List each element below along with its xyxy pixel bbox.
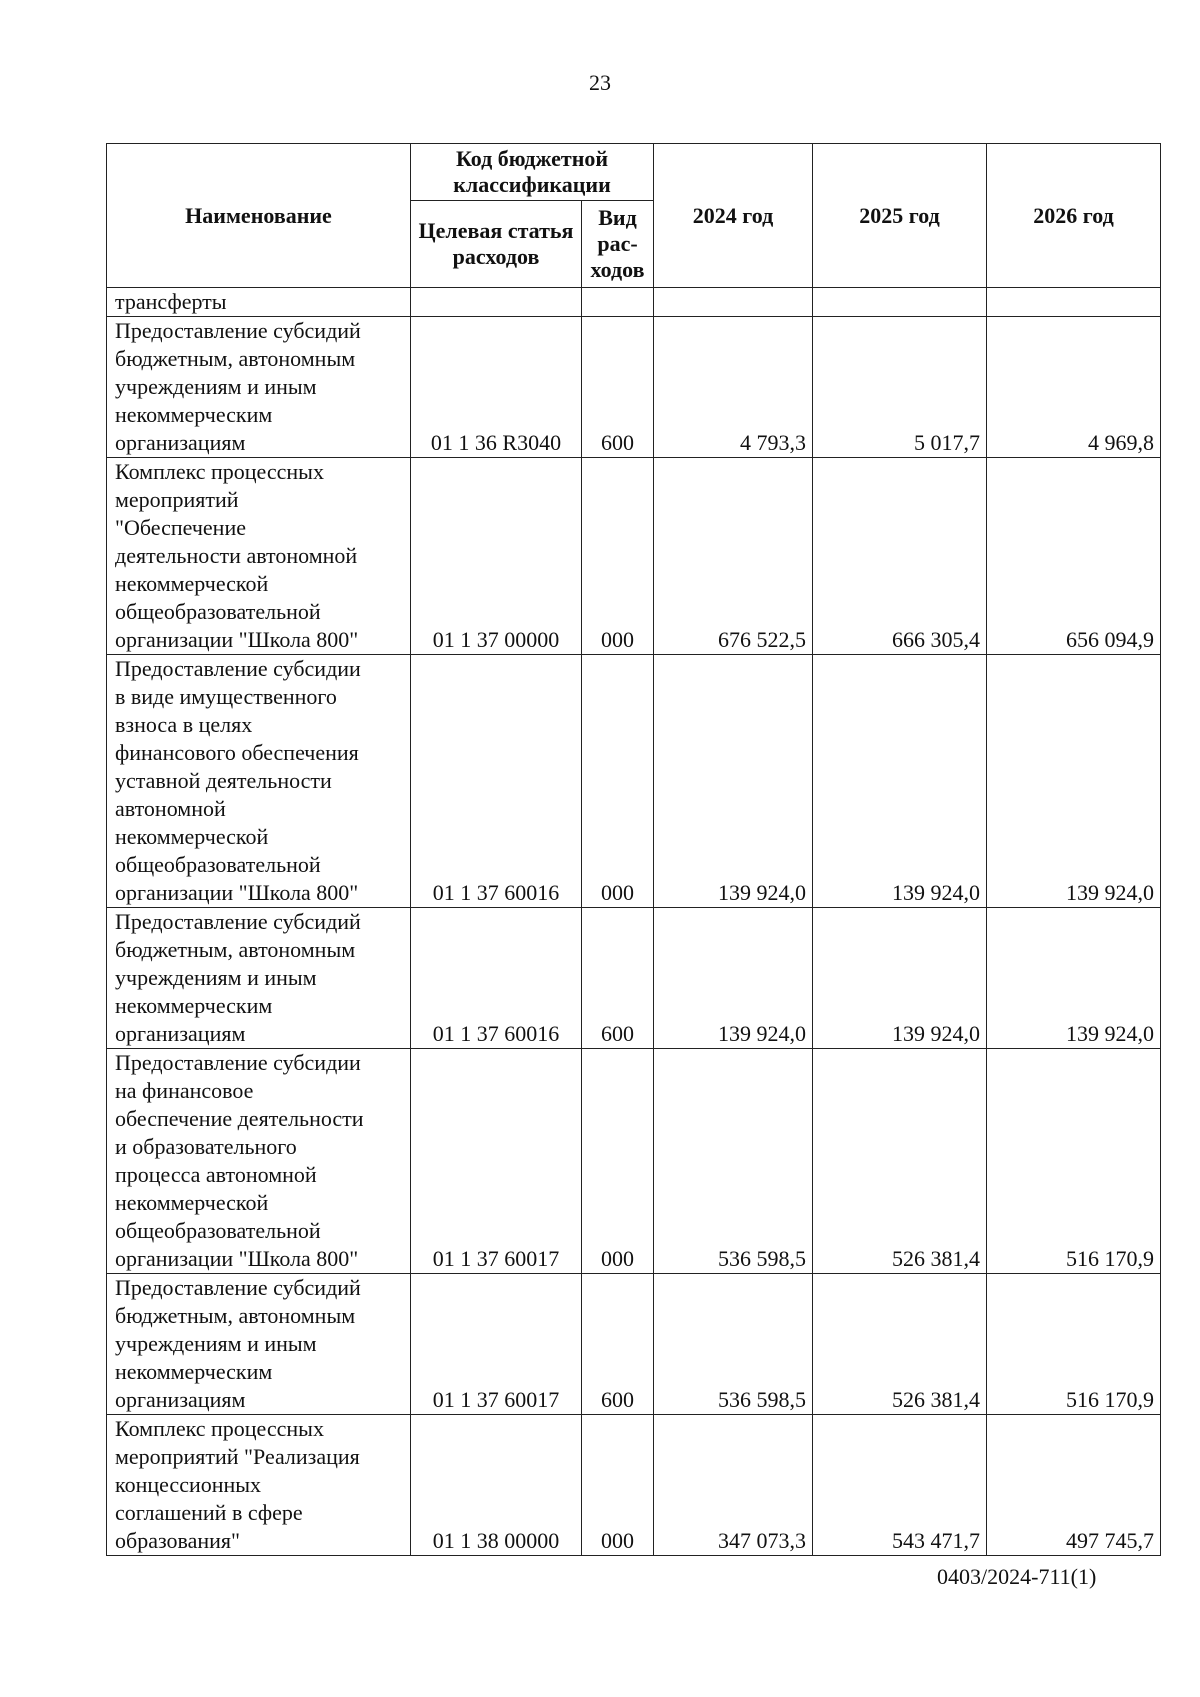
row-value-2025: 526 381,4 bbox=[813, 1049, 987, 1274]
row-target-code: 01 1 37 60017 bbox=[411, 1274, 582, 1415]
row-name: Предоставление субсидий бюджетным, автономным учреждениям и иным некоммерческим организациям bbox=[107, 908, 411, 1049]
document-number: 0403/2024-711(1) bbox=[937, 1564, 1097, 1589]
row-expense-type: 000 bbox=[582, 1415, 654, 1556]
row-expense-type bbox=[582, 288, 654, 317]
row-name: Предоставление субсидии в виде имущественного взноса в целях финансового обеспечения уставной деятельности автономной некоммерческой общеобразовательной организации "Школа 800" bbox=[107, 655, 411, 908]
row-expense-type: 600 bbox=[582, 1274, 654, 1415]
row-target-code bbox=[411, 288, 582, 317]
row-value-2026: 516 170,9 bbox=[987, 1049, 1161, 1274]
header-expense-type: Вид рас-ходов bbox=[582, 201, 654, 288]
table-row bbox=[107, 1274, 1161, 1415]
row-value-2024: 347 073,3 bbox=[654, 1415, 813, 1556]
row-value-2024: 4 793,3 bbox=[654, 317, 813, 458]
row-value-2024 bbox=[654, 288, 813, 317]
row-value-2026: 497 745,7 bbox=[987, 1415, 1161, 1556]
row-value-2025: 5 017,7 bbox=[813, 317, 987, 458]
row-value-2024: 536 598,5 bbox=[654, 1049, 813, 1274]
row-target-code: 01 1 37 60017 bbox=[411, 1049, 582, 1274]
row-value-2025: 139 924,0 bbox=[813, 655, 987, 908]
table-row bbox=[107, 908, 1161, 1049]
page-number: 23 bbox=[589, 70, 611, 95]
row-value-2026 bbox=[987, 288, 1161, 317]
table-row bbox=[107, 1049, 1161, 1274]
table-body bbox=[107, 288, 1161, 1556]
row-value-2024: 139 924,0 bbox=[654, 655, 813, 908]
row-target-code: 01 1 38 00000 bbox=[411, 1415, 582, 1556]
header-2026: 2026 год bbox=[987, 144, 1161, 288]
row-target-code: 01 1 37 60016 bbox=[411, 908, 582, 1049]
row-value-2025: 666 305,4 bbox=[813, 458, 987, 655]
row-expense-type: 000 bbox=[582, 458, 654, 655]
row-value-2025: 139 924,0 bbox=[813, 908, 987, 1049]
row-value-2026: 139 924,0 bbox=[987, 655, 1161, 908]
header-name: Наименование bbox=[107, 144, 411, 288]
table-row bbox=[107, 458, 1161, 655]
row-value-2025: 526 381,4 bbox=[813, 1274, 987, 1415]
row-expense-type: 600 bbox=[582, 317, 654, 458]
table-row bbox=[107, 288, 1161, 317]
header-target-article: Целевая статья расходов bbox=[411, 201, 582, 288]
row-name: Предоставление субсидии на финансовое обеспечение деятельности и образовательного процесса автономной некоммерческой общеобразовательной организации "Школа 800" bbox=[107, 1049, 411, 1274]
header-2024: 2024 год bbox=[654, 144, 813, 288]
header-kbk: Код бюджетной классификации bbox=[411, 144, 654, 201]
row-target-code: 01 1 37 00000 bbox=[411, 458, 582, 655]
row-name: Комплекс процессных мероприятий "Реализация концессионных соглашений в сфере образования" bbox=[107, 1415, 411, 1556]
row-expense-type: 600 bbox=[582, 908, 654, 1049]
budget-table bbox=[106, 143, 1161, 1556]
header-2025: 2025 год bbox=[813, 144, 987, 288]
row-name: трансферты bbox=[107, 288, 411, 317]
row-value-2026: 656 094,9 bbox=[987, 458, 1161, 655]
row-value-2026: 139 924,0 bbox=[987, 908, 1161, 1049]
table-row bbox=[107, 655, 1161, 908]
row-expense-type: 000 bbox=[582, 1049, 654, 1274]
table-row bbox=[107, 317, 1161, 458]
row-target-code: 01 1 37 60016 bbox=[411, 655, 582, 908]
row-target-code: 01 1 36 R3040 bbox=[411, 317, 582, 458]
row-value-2024: 139 924,0 bbox=[654, 908, 813, 1049]
row-value-2026: 516 170,9 bbox=[987, 1274, 1161, 1415]
row-value-2025 bbox=[813, 288, 987, 317]
table-row bbox=[107, 1415, 1161, 1556]
row-name: Предоставление субсидий бюджетным, автономным учреждениям и иным некоммерческим организациям bbox=[107, 1274, 411, 1415]
row-name: Комплекс процессных мероприятий "Обеспечение деятельности автономной некоммерческой общеобразовательной организации "Школа 800" bbox=[107, 458, 411, 655]
row-name: Предоставление субсидий бюджетным, автономным учреждениям и иным некоммерческим организациям bbox=[107, 317, 411, 458]
row-expense-type: 000 bbox=[582, 655, 654, 908]
row-value-2024: 676 522,5 bbox=[654, 458, 813, 655]
row-value-2024: 536 598,5 bbox=[654, 1274, 813, 1415]
row-value-2025: 543 471,7 bbox=[813, 1415, 987, 1556]
table-header bbox=[107, 144, 1161, 288]
row-value-2026: 4 969,8 bbox=[987, 317, 1161, 458]
